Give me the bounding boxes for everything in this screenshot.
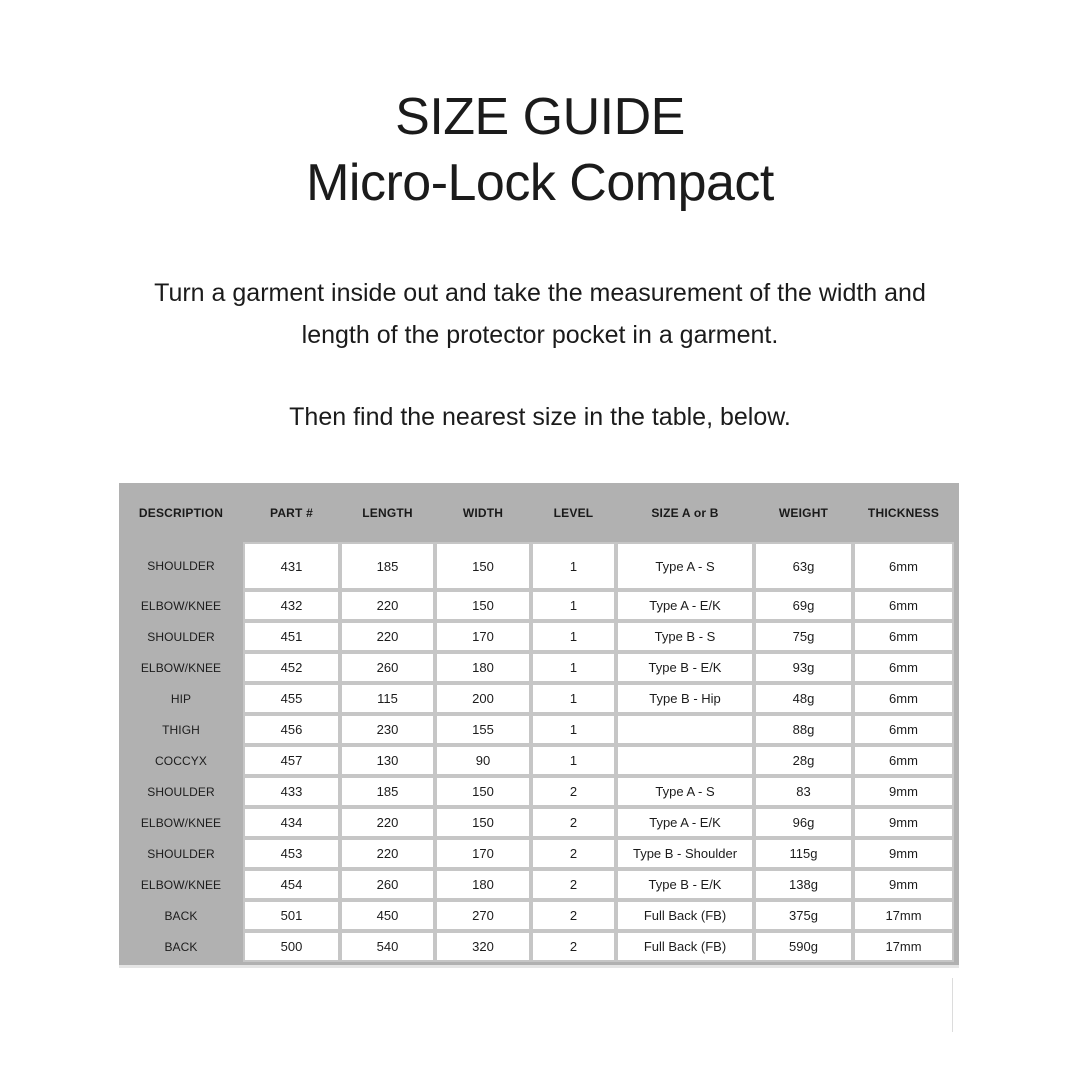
cell-part-number: 434 bbox=[243, 807, 340, 838]
cell-width: 170 bbox=[435, 621, 531, 652]
cell-thickness: 9mm bbox=[853, 869, 954, 900]
cell-width: 270 bbox=[435, 900, 531, 931]
cell-weight: 115g bbox=[754, 838, 853, 869]
cell-level: 1 bbox=[531, 542, 616, 590]
cell-description: ELBOW/KNEE bbox=[140, 598, 222, 613]
cell-thickness: 17mm bbox=[853, 931, 954, 962]
cell-length: 220 bbox=[340, 807, 435, 838]
cell-size-type: Type B - Hip bbox=[616, 683, 754, 714]
table-row bbox=[119, 683, 954, 714]
table-row bbox=[119, 931, 954, 962]
cell-description: BACK bbox=[164, 908, 198, 923]
cell-thickness: 6mm bbox=[853, 621, 954, 652]
cell-length: 260 bbox=[340, 869, 435, 900]
cell-weight: 96g bbox=[754, 807, 853, 838]
col-header-thickness: THICKNESS bbox=[867, 505, 940, 520]
cell-description: COCCYX bbox=[155, 753, 207, 768]
cell-thickness: 6mm bbox=[853, 683, 954, 714]
cell-part-number: 454 bbox=[243, 869, 340, 900]
cell-weight: 63g bbox=[754, 542, 853, 590]
cell-level: 1 bbox=[531, 590, 616, 621]
col-header-description: DESCRIPTION bbox=[138, 505, 224, 520]
col-header-weight: WEIGHT bbox=[778, 505, 829, 520]
page-title bbox=[0, 0, 1080, 216]
cell-width: 320 bbox=[435, 931, 531, 962]
cell-thickness: 6mm bbox=[853, 590, 954, 621]
col-header-size-type: SIZE A or B bbox=[651, 505, 719, 520]
cell-length: 450 bbox=[340, 900, 435, 931]
cell-length: 185 bbox=[340, 542, 435, 590]
cell-part-number: 456 bbox=[243, 714, 340, 745]
table-header-row bbox=[119, 483, 954, 542]
title-line-1: SIZE GUIDE bbox=[395, 88, 685, 146]
cell-width: 200 bbox=[435, 683, 531, 714]
cell-size-type: Type B - Shoulder bbox=[616, 838, 754, 869]
cell-length: 540 bbox=[340, 931, 435, 962]
cell-weight: 590g bbox=[754, 931, 853, 962]
cell-description: SHOULDER bbox=[147, 784, 215, 799]
cell-weight: 88g bbox=[754, 714, 853, 745]
cell-level: 2 bbox=[531, 869, 616, 900]
cell-length: 230 bbox=[340, 714, 435, 745]
cell-size-type: Full Back (FB) bbox=[616, 931, 754, 962]
cell-width: 150 bbox=[435, 542, 531, 590]
cell-weight: 48g bbox=[754, 683, 853, 714]
cell-part-number: 500 bbox=[243, 931, 340, 962]
table-row bbox=[119, 776, 954, 807]
cell-weight: 138g bbox=[754, 869, 853, 900]
cell-description: ELBOW/KNEE bbox=[140, 815, 222, 830]
cell-part-number: 457 bbox=[243, 745, 340, 776]
cell-length: 220 bbox=[340, 838, 435, 869]
cell-level: 1 bbox=[531, 683, 616, 714]
cell-weight: 93g bbox=[754, 652, 853, 683]
table-row bbox=[119, 590, 954, 621]
cell-size-type: Type B - E/K bbox=[616, 652, 754, 683]
cell-width: 150 bbox=[435, 776, 531, 807]
cell-width: 180 bbox=[435, 652, 531, 683]
cell-thickness: 9mm bbox=[853, 807, 954, 838]
cell-length: 220 bbox=[340, 621, 435, 652]
cell-length: 115 bbox=[340, 683, 435, 714]
cell-weight: 375g bbox=[754, 900, 853, 931]
cell-part-number: 432 bbox=[243, 590, 340, 621]
cell-size-type: Type A - S bbox=[616, 776, 754, 807]
cell-part-number: 451 bbox=[243, 621, 340, 652]
cell-part-number: 453 bbox=[243, 838, 340, 869]
cell-width: 155 bbox=[435, 714, 531, 745]
cell-weight: 75g bbox=[754, 621, 853, 652]
cell-level: 2 bbox=[531, 776, 616, 807]
cell-width: 170 bbox=[435, 838, 531, 869]
cell-length: 260 bbox=[340, 652, 435, 683]
table-row bbox=[119, 652, 954, 683]
instruction-text-2: Then find the nearest size in the table, below. bbox=[289, 403, 791, 431]
cell-size-type bbox=[616, 714, 754, 745]
page-edge-divider bbox=[952, 978, 953, 1032]
cell-width: 180 bbox=[435, 869, 531, 900]
cell-description: THIGH bbox=[162, 722, 200, 737]
cell-description: HIP bbox=[170, 691, 192, 706]
cell-width: 150 bbox=[435, 807, 531, 838]
table-row bbox=[119, 838, 954, 869]
cell-size-type: Type A - E/K bbox=[616, 590, 754, 621]
cell-level: 1 bbox=[531, 621, 616, 652]
table-row bbox=[119, 745, 954, 776]
cell-description: SHOULDER bbox=[147, 629, 215, 644]
table-row bbox=[119, 542, 954, 590]
table-row bbox=[119, 807, 954, 838]
cell-weight: 69g bbox=[754, 590, 853, 621]
cell-level: 1 bbox=[531, 714, 616, 745]
cell-size-type: Type B - S bbox=[616, 621, 754, 652]
cell-size-type: Type A - E/K bbox=[616, 807, 754, 838]
cell-part-number: 431 bbox=[243, 542, 340, 590]
col-header-length: LENGTH bbox=[362, 505, 413, 520]
cell-length: 185 bbox=[340, 776, 435, 807]
cell-thickness: 6mm bbox=[853, 652, 954, 683]
cell-description: SHOULDER bbox=[147, 846, 215, 861]
instruction-text-1: Turn a garment inside out and take the measurement of the width and length of the protector pocket in a garment. bbox=[154, 279, 926, 349]
col-header-width: WIDTH bbox=[462, 505, 504, 520]
cell-level: 2 bbox=[531, 807, 616, 838]
cell-part-number: 501 bbox=[243, 900, 340, 931]
cell-thickness: 17mm bbox=[853, 900, 954, 931]
cell-weight: 28g bbox=[754, 745, 853, 776]
cell-level: 2 bbox=[531, 900, 616, 931]
cell-part-number: 452 bbox=[243, 652, 340, 683]
cell-size-type: Type B - E/K bbox=[616, 869, 754, 900]
cell-thickness: 6mm bbox=[853, 542, 954, 590]
table-row bbox=[119, 869, 954, 900]
cell-size-type: Type A - S bbox=[616, 542, 754, 590]
cell-length: 130 bbox=[340, 745, 435, 776]
size-table bbox=[119, 483, 959, 965]
table-body bbox=[119, 542, 954, 962]
col-header-part-number: PART # bbox=[270, 505, 313, 520]
cell-description: BACK bbox=[164, 939, 198, 954]
cell-description: ELBOW/KNEE bbox=[140, 660, 222, 675]
cell-weight: 83 bbox=[754, 776, 853, 807]
cell-level: 2 bbox=[531, 838, 616, 869]
cell-level: 1 bbox=[531, 745, 616, 776]
cell-length: 220 bbox=[340, 590, 435, 621]
cell-width: 90 bbox=[435, 745, 531, 776]
table-row bbox=[119, 900, 954, 931]
cell-level: 2 bbox=[531, 931, 616, 962]
col-header-level: LEVEL bbox=[553, 505, 594, 520]
table-row bbox=[119, 621, 954, 652]
cell-description: ELBOW/KNEE bbox=[140, 877, 222, 892]
cell-thickness: 6mm bbox=[853, 714, 954, 745]
cell-part-number: 433 bbox=[243, 776, 340, 807]
table-row bbox=[119, 714, 954, 745]
cell-description: SHOULDER bbox=[147, 559, 215, 573]
cell-size-type bbox=[616, 745, 754, 776]
cell-thickness: 9mm bbox=[853, 838, 954, 869]
cell-level: 1 bbox=[531, 652, 616, 683]
cell-size-type: Full Back (FB) bbox=[616, 900, 754, 931]
cell-thickness: 9mm bbox=[853, 776, 954, 807]
title-line-2: Micro-Lock Compact bbox=[306, 154, 774, 212]
cell-thickness: 6mm bbox=[853, 745, 954, 776]
cell-part-number: 455 bbox=[243, 683, 340, 714]
cell-width: 150 bbox=[435, 590, 531, 621]
